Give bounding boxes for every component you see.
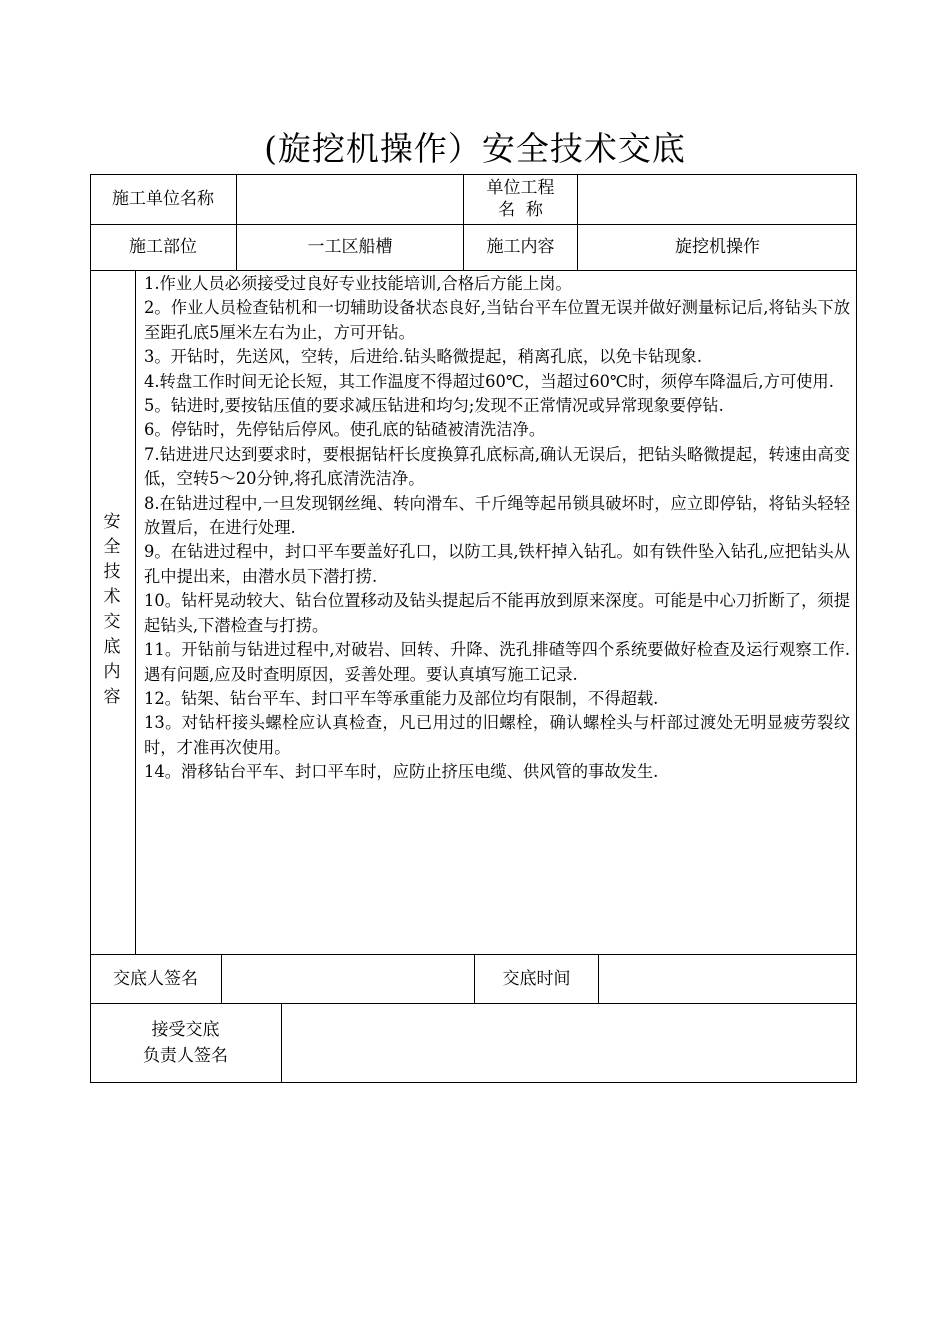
project-name-label-line2: 名 称 xyxy=(498,200,543,220)
construction-content-value: 旋挖机操作 xyxy=(675,237,760,257)
safety-item: 13。对钻杆接头螺栓应认真检查，凡已用过的旧螺栓，确认螺栓头与杆部过渡处无明显疲劳裂纹时，才准再次使用。 xyxy=(144,713,850,757)
construction-part-value: 一工区船槽 xyxy=(307,237,393,257)
row-divider-2 xyxy=(90,270,857,271)
receiver-label-line1: 接受交底 xyxy=(151,1020,220,1040)
safety-item: 4.转盘工作时间无论长短，其工作温度不得超过60℃，当超过60℃时，须停车降温后,方可使用. xyxy=(144,371,834,391)
construction-part-label: 施工部位 xyxy=(129,237,197,257)
receiver-signature-label xyxy=(90,1003,281,1083)
safety-item: 11。开钻前与钻进过程中,对破岩、回转、升降、洗孔排碴等四个系统要做好检查及运行观察工作.遇有问题,应及时查明原因，妥善处理。要认真填写施工记录. xyxy=(144,640,850,684)
safety-item: 12。钻架、钻台平车、封口平车等承重能力及部位均有限制，不得超载. xyxy=(144,688,659,708)
safety-content-list xyxy=(144,272,850,785)
handover-time-value[interactable] xyxy=(599,954,857,1003)
safety-label-char: 底 xyxy=(103,637,121,657)
handover-time-label: 交底时间 xyxy=(502,968,571,989)
giver-signature-value[interactable] xyxy=(222,954,474,1003)
unit-name-label: 施工单位名称 xyxy=(112,189,214,209)
safety-item: 7.钻进进尺达到要求时，要根据钻杆长度换算孔底标高,确认无误后，把钻头略微提起，转速由高变低，空转5～20分钟,将孔底清洗洁净。 xyxy=(144,444,850,489)
safety-item: 9。在钻进过程中，封口平车要盖好孔口，以防工具,铁杆掉入钻孔。如有铁件坠入钻孔,应把钻头从孔中提出来，由潜水员下潜打捞. xyxy=(144,542,850,586)
safety-item: 10。钻杆晃动较大、钻台位置移动及钻头提起后不能再放到原来深度。可能是中心刀折断了，须提起钻头,下潜检查与打捞。 xyxy=(144,591,850,635)
safety-content-label xyxy=(91,510,133,710)
safety-label-char: 术 xyxy=(103,587,121,607)
safety-item: 14。滑移钻台平车、封口平车时，应防止挤压电缆、供风管的事故发生. xyxy=(144,762,659,782)
safety-label-char: 安 xyxy=(103,512,121,532)
safety-item: 2。作业人员检查钻机和一切辅助设备状态良好,当钻台平车位置无误并做好测量标记后,将钻头下放至距孔底5厘米左右为止，方可开钻。 xyxy=(144,298,850,342)
safety-label-char: 交 xyxy=(103,612,121,632)
safety-label-char: 技 xyxy=(103,562,121,582)
safety-item: 8.在钻进过程中,一旦发现钢丝绳、转向滑车、千斤绳等起吊锁具破坏时，应立即停钻，将钻头轻轻放置后，在进行处理. xyxy=(144,493,850,538)
document-title: (旋挖机操作）安全技术交底 xyxy=(264,129,686,168)
project-name-label-line1: 单位工程 xyxy=(486,178,555,198)
safety-item: 3。开钻时，先送风，空转，后进给.钻头略微提起，稍离孔底，以免卡钻现象. xyxy=(144,347,702,367)
safety-label-char: 全 xyxy=(103,537,121,557)
receiver-label-line2: 负责人签名 xyxy=(143,1046,228,1066)
project-name-value[interactable] xyxy=(578,174,857,224)
unit-name-value[interactable] xyxy=(237,174,463,224)
receiver-signature-value[interactable] xyxy=(282,1003,857,1083)
safety-item: 5。钻进时,要按钻压值的要求减压钻进和均匀;发现不正常情况或异常现象要停钻. xyxy=(144,396,724,416)
safety-item: 1.作业人员必须接受过良好专业技能培训,合格后方能上岗。 xyxy=(144,274,572,293)
safety-label-divider xyxy=(135,270,136,955)
safety-item: 6。停钻时，先停钻后停风。使孔底的钻碴被清洗洁净。 xyxy=(144,420,546,440)
project-name-label xyxy=(464,174,577,224)
safety-label-char: 内 xyxy=(103,662,121,682)
safety-label-char: 容 xyxy=(103,687,121,707)
construction-content-label: 施工内容 xyxy=(486,237,555,257)
giver-signature-label: 交底人签名 xyxy=(113,968,198,989)
